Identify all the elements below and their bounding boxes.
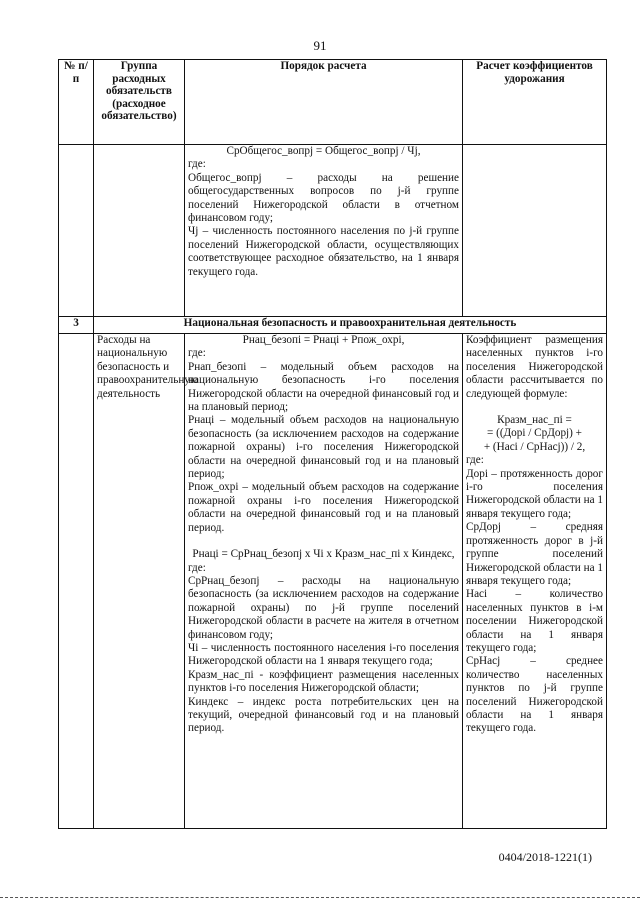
coef-intro: Коэффициент размещения населенных пунктов i-го поселения Нижегородской области рассчитывается по следующей формуле:: [466, 334, 603, 400]
coef-formula-line: + (Насi / СрНасj)) / 2,: [483, 440, 586, 453]
table-row-continuation: [59, 145, 607, 317]
formula-2: Рнацi = СрРнац_безопj х Чi х Кразм_нас_пi х Киндекс,: [192, 548, 455, 561]
definition-paragraph: Чj – численность постоянного населения по j-й группе поселений Нижегородской области, осуществляющих соответствующее расходное обязательство, на 1 января текущего года.: [188, 225, 459, 278]
where-label: где:: [188, 347, 206, 360]
formula-general: СрОбщегос_вопрj = Общегос_вопрj / Чj,: [226, 145, 421, 157]
coef-formula-line: = ((Дорi / СрДорj) +: [486, 427, 582, 440]
coef-definition: Насi – количество населенных пунктов в i-м поселении Нижегородской области на 1 января текущего года;: [466, 588, 603, 654]
document-code: 0404/2018-1221(1): [498, 850, 592, 864]
definition-paragraph: Киндекс – индекс роста потребительских цен на текущий, очередной финансовый год и на плановый период.: [188, 695, 459, 735]
coef-formula-line: Кразм_нас_пi =: [497, 414, 572, 427]
page-number: 91: [313, 38, 327, 53]
where-label: где:: [466, 454, 484, 467]
spacer: [188, 535, 459, 548]
definition-paragraph: Общегос_вопрj – расходы на решение общегосударственных вопросов по j-й группе поселений Нижегородской области в отчетном финансовом году;: [188, 171, 459, 225]
definition-paragraph: Чi – численность постоянного населения i-го поселения Нижегородской области на 1 января текущего года;: [188, 641, 459, 668]
cell-order: [185, 334, 463, 829]
definition-paragraph: Рнап_безопi – модельный объем расходов на национальную безопасность i-го поселения Нижегородской области на очередной финансовый год и на плановый период;: [188, 360, 459, 414]
calculation-table: [58, 59, 607, 829]
coef-definition: Дорi – протяженность дорог i-го поселения Нижегородской области на 1 января текущего года;: [466, 467, 603, 520]
header-coef: Расчет коэффициентов удорожания: [463, 60, 607, 145]
definition-paragraph: СрРнац_безопj – расходы на национальную безопасность (за исключением расходов на содержание пожарной охраны) по j-й группе поселений Нижегородской области в расчете на жителя в отчетном финансовом году;: [188, 574, 459, 641]
cell-order-continuation: [185, 145, 463, 317]
coef-definition: СрДорj – средняя протяженность дорог в j-й группе поселений Нижегородской области на 1 января текущего года;: [466, 521, 603, 587]
group-text: Расходы на национальную безопасность и правоохранительную деятельность: [97, 334, 199, 400]
cell-num-empty: [59, 145, 94, 317]
section-number: 3: [59, 317, 94, 334]
cell-coef: [463, 334, 607, 829]
definition-paragraph: Рпож_охрi – модельный объем расходов на содержание пожарной охраны i-го поселения Нижегородской области на очередной финансовый год и на плановый период.: [188, 481, 459, 534]
table-row-security: [59, 334, 607, 829]
definition-paragraph: Кразм_нас_пi - коэффициент размещения населенных пунктов i-го поселения Нижегородской области;: [188, 668, 459, 695]
section-title: Национальная безопасность и правоохранительная деятельность: [94, 317, 607, 334]
header-group: Группа расходных обязательств (расходное обязательство): [94, 60, 185, 145]
header-order: Порядок расчета: [185, 60, 463, 145]
page-edge-line: [0, 897, 640, 898]
coef-definition: СрНасj – среднее количество населенных пунктов по j-й группе поселений Нижегородской области на 1 января текущего года.: [466, 655, 603, 735]
table-header-row: [59, 60, 607, 145]
cell-coef-empty: [463, 145, 607, 317]
section-row: [59, 317, 607, 334]
header-num: № п/п: [59, 60, 94, 145]
formula-1: Рнац_безопi = Рнацi + Рпож_охрi,: [242, 334, 405, 346]
where-label: где:: [188, 158, 206, 171]
cell-group-empty: [94, 145, 185, 317]
definition-paragraph: Рнацi – модельный объем расходов на национальную безопасность (за исключением расходов на содержание пожарной охраны) i-го поселения Нижегородской области на очередной финансовый год и на плановый период;: [188, 414, 459, 481]
where-label: где:: [188, 561, 206, 574]
cell-num-empty: [59, 334, 94, 829]
spacer: [466, 401, 603, 414]
